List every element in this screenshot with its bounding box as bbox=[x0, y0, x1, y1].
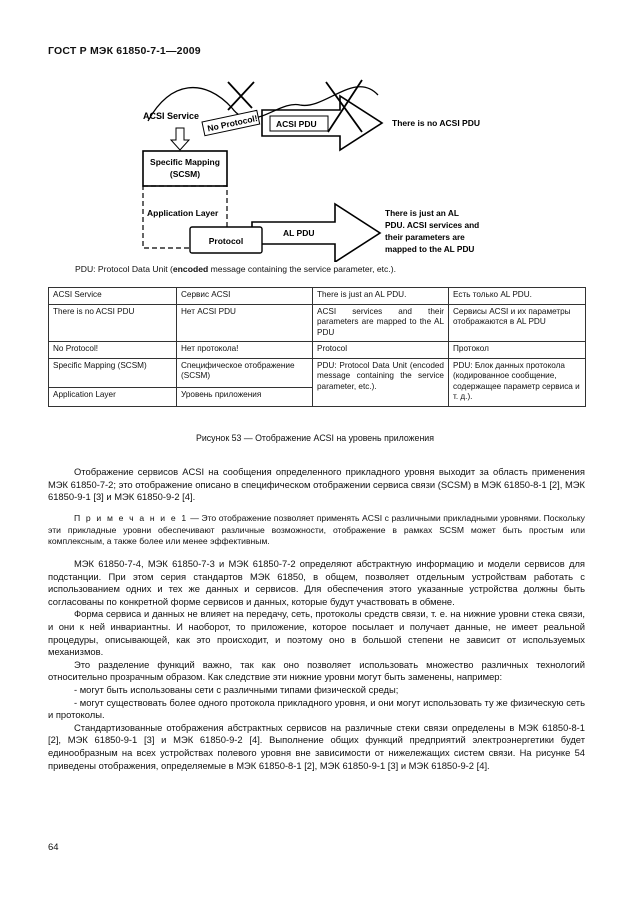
pdu-caption-before: PDU: Protocol Data Unit ( bbox=[75, 264, 173, 274]
document-header: ГОСТ Р МЭК 61850-7-1—2009 bbox=[48, 45, 201, 57]
bottom-arrow bbox=[252, 204, 380, 262]
paragraph-3: Форма сервиса и данных не влияет на передачу, сеть, протоколы средств связи, т. е. на нижние уровни стека связи, и они к ней инвариантны. И наоборот, то приложение, которое посылает и получает данные, не имеет реальной процедуры, описывающей, как это происходит, и поэтому оно в большой степени не зависит от используемых механизмов. bbox=[48, 608, 585, 658]
table-cell: Application Layer bbox=[49, 388, 177, 406]
down-arrow bbox=[171, 128, 189, 150]
table-cell: PDU: Блок данных протокола (кодированное сообщение, содержащее параметр сервиса и т. д.). bbox=[449, 358, 586, 406]
protocol-label: Protocol bbox=[208, 236, 244, 246]
body-section-1 bbox=[48, 466, 585, 504]
table-cell: Нет протокола! bbox=[177, 342, 313, 359]
body-section-2 bbox=[48, 558, 585, 772]
figure-caption: Рисунок 53 — Отображение ACSI на уровень приложения bbox=[196, 433, 434, 443]
note-label: П р и м е ч а н и е 1 bbox=[74, 513, 188, 523]
just-al-pdu-line-3: their parameters are bbox=[385, 232, 465, 242]
just-al-pdu-line-4: mapped to the AL PDU bbox=[385, 244, 475, 254]
table-cell: Сервисы ACSI и их параметры отображаются в AL PDU bbox=[449, 304, 586, 342]
application-layer-label: Application Layer bbox=[147, 208, 219, 218]
table-cell: Есть только AL PDU. bbox=[449, 288, 586, 305]
just-al-pdu-line-1: There is just an AL bbox=[385, 208, 459, 218]
table-cell: Уровень приложения bbox=[177, 388, 313, 406]
note-text: — Это отображение позволяет применять ACSI с различными прикладными уровнями. Поскольку эти прикладные уровни обеспечивают различные возможности, отображение в рамках SCSM может быть простым или комплексным, а также более или менее эффективным. bbox=[48, 513, 585, 547]
specific-mapping-label-1: Specific Mapping bbox=[150, 157, 220, 167]
acsi-service-label: ACSI Service bbox=[143, 111, 200, 121]
legend-table bbox=[48, 287, 586, 407]
al-pdu-label: AL PDU bbox=[283, 228, 315, 238]
note-section bbox=[48, 513, 585, 548]
paragraph-1: Отображение сервисов ACSI на сообщения определенного прикладного уровня выходит за область применения МЭК 61850-7-2; это отображение описано в специфическом отображении сервиса связи (SCSM) в МЭК 61850-8-1 [2], МЭК 61850-9-1 [3] и МЭК 61850-9-2 [4]. bbox=[48, 466, 585, 503]
table-row bbox=[49, 288, 586, 305]
table-cell: PDU: Protocol Data Unit (encoded message containing the service parameter, etc.). bbox=[313, 358, 449, 406]
acsi-mapping-diagram bbox=[0, 0, 630, 262]
table-cell: Протокол bbox=[449, 342, 586, 359]
acsi-pdu-label: ACSI PDU bbox=[276, 119, 317, 129]
pdu-caption-after: message containing the service parameter, etc.). bbox=[208, 264, 396, 274]
note-paragraph bbox=[48, 513, 585, 548]
no-protocol-label: No Protocol! bbox=[206, 113, 259, 134]
bullet-2: - могут существовать более одного протокола прикладного уровня, и они могут использовать ту же физическую сеть и протоколы. bbox=[48, 696, 585, 721]
paragraph-4: Это разделение функций важно, так как оно позволяет использовать множество различных технологий относительно прозрачным образом. Как следствие эти нижние уровни могут быть заменены, например: bbox=[48, 658, 585, 683]
no-acsi-pdu-label: There is no ACSI PDU bbox=[392, 118, 481, 128]
table-cell: Specific Mapping (SCSM) bbox=[49, 358, 177, 388]
table-cell: Специфическое отображение (SCSM) bbox=[177, 358, 313, 388]
table-cell: ACSI services and their parameters are mapped to the AL PDU bbox=[313, 304, 449, 342]
specific-mapping-label-2: (SCSM) bbox=[169, 169, 201, 179]
bullet-1: - могут быть использованы сети с различными типами физической среды; bbox=[74, 683, 399, 695]
page-number: 64 bbox=[48, 842, 59, 853]
table-cell: There is no ACSI PDU bbox=[49, 304, 177, 342]
table-cell: Protocol bbox=[313, 342, 449, 359]
pdu-caption bbox=[75, 264, 396, 274]
paragraph-5: Стандартизованные отображения абстрактных сервисов на различные стеки связи определены в МЭК 61850-8-1 [2], МЭК 61850-9-1 [3] и МЭК 61850-9-2 [4]. Выполнение общих функций предприятий электроэнергетики будет единообразным на всех устройствах полевого уровня вне зависимости от нижележащих систем связи. На рисунке 54 приведены отображения, определяемые в МЭК 61850-8-1 [2], МЭК 61850-9-1 [3] и МЭК 61850-9-2 [4]. bbox=[48, 721, 585, 771]
table-cell: There is just an AL PDU. bbox=[313, 288, 449, 305]
table-cell: Нет ACSI PDU bbox=[177, 304, 313, 342]
paragraph-2: МЭК 61850-7-4, МЭК 61850-7-3 и МЭК 61850-7-2 определяют абстрактную информацию и модели сервисов для подстанции. При этом серия стандартов МЭК 61850, в общем, позволяет отдельным устройствам работать с использованием одних и тех же данных и сервисов. Для обеспечения этого указанные устройства должны быть согласованы по конкретной форме сервисов и данных, которые будут участвовать в обмене. bbox=[48, 558, 585, 607]
just-al-pdu-line-2: PDU. ACSI services and bbox=[385, 220, 480, 230]
cross-mark-left bbox=[228, 82, 254, 110]
table-cell: ACSI Service bbox=[49, 288, 177, 305]
no-protocol-box bbox=[202, 110, 260, 135]
pdu-caption-bold: encoded bbox=[172, 264, 209, 274]
table-cell: Сервис ACSI bbox=[177, 288, 313, 305]
table-cell: No Protocol! bbox=[49, 342, 177, 359]
table-row bbox=[49, 304, 586, 342]
table-row bbox=[49, 358, 586, 388]
table-row bbox=[49, 342, 586, 359]
